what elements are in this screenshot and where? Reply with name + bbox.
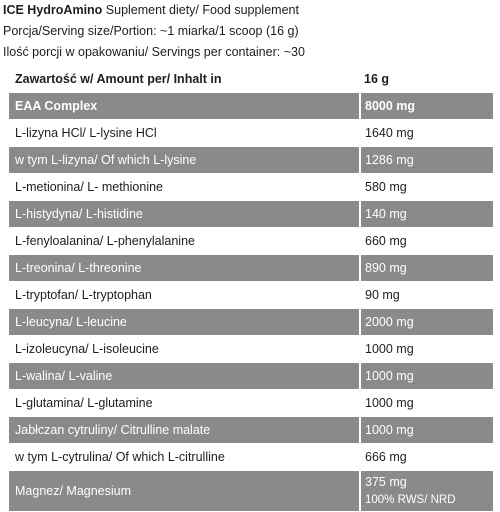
row-name: L-walina/ L-valine [9,363,360,390]
row-name: w tym L-lizyna/ Of which L-lysine [9,147,360,174]
row-name: L-metionina/ L- methionine [9,174,360,201]
table-row [9,390,493,417]
row-value-amount: 375 mg [365,475,407,489]
row-value: 1000 mg [360,336,493,363]
table-header-row [9,66,493,93]
row-name: w tym L-cytrulina/ Of which L-citrulline [9,444,360,471]
row-name: L-lizyna HCl/ L-lysine HCl [9,120,360,147]
row-value: 90 mg [360,282,493,309]
row-name: L-histydyna/ L-histidine [9,201,360,228]
table-row [9,282,493,309]
row-name: L-izoleucyna/ L-isoleucine [9,336,360,363]
table-row [9,255,493,282]
table-row [9,363,493,390]
row-value: 666 mg [360,444,493,471]
row-name: EAA Complex [9,93,360,120]
row-value: 660 mg [360,228,493,255]
row-value: 1000 mg [360,363,493,390]
row-name: Jabłczan cytruliny/ Citrulline malate [9,417,360,444]
row-value: 140 mg [360,201,493,228]
row-name: L-leucyna/ L-leucine [9,309,360,336]
product-type: Suplement diety/ Food supplement [102,3,299,17]
row-value [360,471,493,512]
table-row [9,120,493,147]
table-row [9,93,493,120]
table-row [9,444,493,471]
serving-size: Porcja/Serving size/Portion: ~1 miarka/1 scoop (16 g) [3,24,299,38]
row-name: L-treonina/ L-threonine [9,255,360,282]
row-value: 1000 mg [360,390,493,417]
table-row [9,174,493,201]
row-value: 8000 mg [360,93,493,120]
table-row [9,471,493,512]
nutrition-table [9,66,493,512]
table-row [9,228,493,255]
servings-per-container: Ilość porcji w opakowaniu/ Servings per container: ~30 [3,45,305,59]
row-value: 1640 mg [360,120,493,147]
row-value: 580 mg [360,174,493,201]
table-row [9,201,493,228]
header-value: 16 g [360,66,493,93]
row-name: L-fenyloalanina/ L-phenylalanine [9,228,360,255]
row-name: L-tryptofan/ L-tryptophan [9,282,360,309]
product-title-line [3,0,500,21]
brand-name: ICE HydroAmino [3,3,103,17]
header-name: Zawartość w/ Amount per/ Inhalt in [9,66,360,93]
row-value: 1286 mg [360,147,493,174]
row-name: L-glutamina/ L-glutamine [9,390,360,417]
product-intro [0,0,500,63]
row-value: 2000 mg [360,309,493,336]
table-row [9,336,493,363]
row-value-nrv: 100% RWS/ NRD [365,494,456,506]
table-row [9,147,493,174]
table-row [9,417,493,444]
row-name: Magnez/ Magnesium [9,471,360,512]
row-value: 890 mg [360,255,493,282]
table-row [9,309,493,336]
row-value: 1000 mg [360,417,493,444]
